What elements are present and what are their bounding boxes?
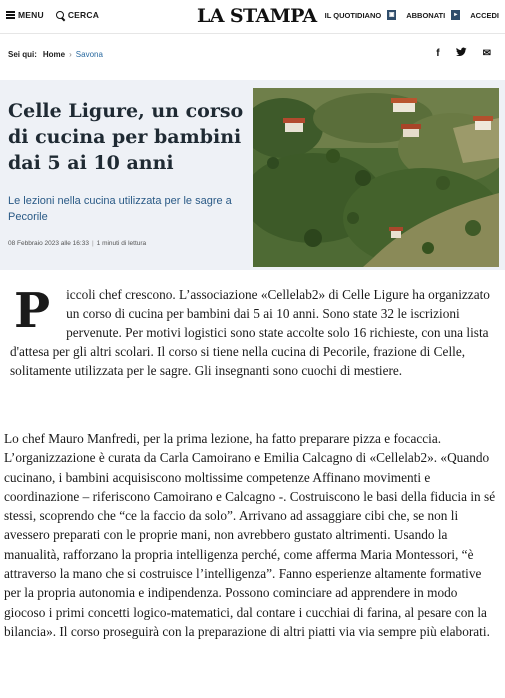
email-icon[interactable]: ✉ xyxy=(482,48,491,59)
hero-photo xyxy=(253,88,499,267)
accedi-link[interactable] xyxy=(470,11,499,20)
top-left-actions xyxy=(6,10,99,20)
chevron-right-icon: › xyxy=(69,49,72,59)
quotidiano-label: IL QUOTIDIANO xyxy=(324,10,382,20)
breadcrumb-home-link[interactable]: Home xyxy=(42,49,66,59)
facebook-icon[interactable]: f xyxy=(436,48,440,59)
accedi-label: ACCEDI xyxy=(470,10,499,20)
newspaper-icon: ▣ xyxy=(388,12,395,18)
breadcrumb xyxy=(0,34,505,74)
article-title: Celle Ligure, un corso di cucina per bambini dai 5 ai 10 anni xyxy=(8,100,244,174)
quotidiano-link[interactable] xyxy=(325,10,397,20)
article-meta: 08 Febbraio 2023 alle 16:33 | 1 minuti di lettura xyxy=(8,240,147,247)
hamburger-icon xyxy=(6,11,15,19)
article-subtitle: Le lezioni nella cucina utilizzata per le sagre a Pecorile xyxy=(8,195,232,223)
article-paragraph-2: Lo chef Mauro Manfredi, per la prima lezione, ha fatto preparare pizza e focaccia. L’organizzazione è curata da Carla Camoirano e Emilia Calcagno di «Cellelab2». «Quando cucinano, i bambini acquisiscono moltissime competenze Affinano movimenti e coordinazione – riferiscono Camoirano e Calcagno -. Costruiscono le basi della fiducia in sé stessi, scoprendo che “ce la faccio da solo”. Arrivano ad assaggiare cibi che, se non li avessero preparati con le proprie mani, non avrebbero gustato altrimenti. Usando la manualità, rafforzano la propria intelligenza perché, come afferma Maria Montessori, “è attraverso la mano che si costruisce l’intelligenza”. Fanno esperienze altamente formative per la propria autonomia e indipendenza. Possono cominciare ad apprendere in modo giocoso i primi concetti logico-matematici, dal contare i cucchiai di farina, al pesare con la bilancia». Il corso proseguirà con la preparazione di altri piatti via via sempre più elaborati. xyxy=(4,431,496,639)
menu-button[interactable] xyxy=(6,10,44,20)
article-hero xyxy=(0,80,505,270)
twitter-icon[interactable] xyxy=(456,47,467,60)
menu-label: MENU xyxy=(18,10,44,20)
abbonati-label: ABBONATI xyxy=(406,10,446,20)
reading-time: 1 minuti di lettura xyxy=(96,240,147,247)
paragraph-1-text: iccoli chef crescono. L’associazione «Cellelab2» di Celle Ligure ha organizzato un corso di cucina per bambini dai 5 ai 10 anni. Sono state 32 le iscrizioni pervenute. Per motivi logistici sono state accolte solo 16 richieste, con una lista d'attesa per gli altri scolari. Il corso si tiene nella cucina di Pecorile, frazione di Celle, solitamente utilizzata per le sagre. Gli insegnanti sono cuochi di mestiere. xyxy=(10,287,490,378)
top-navigation-bar xyxy=(0,0,505,34)
article-paragraph-1 xyxy=(10,285,500,380)
abbonati-link[interactable] xyxy=(406,10,460,20)
share-buttons xyxy=(436,47,491,60)
search-label: CERCA xyxy=(67,10,100,20)
top-right-actions xyxy=(325,10,499,20)
publish-date: 08 Febbraio 2023 alle 16:33 xyxy=(8,240,89,247)
hillside-village-image xyxy=(253,88,499,267)
search-button[interactable] xyxy=(56,10,99,20)
site-logo[interactable]: LA STAMPA xyxy=(197,5,317,27)
breadcrumb-current-link[interactable]: Savona xyxy=(75,49,103,59)
search-icon xyxy=(56,11,65,20)
subscribe-icon: ▸ xyxy=(451,10,460,20)
drop-cap: P xyxy=(14,283,51,339)
breadcrumb-label: Sei qui: xyxy=(8,49,37,59)
